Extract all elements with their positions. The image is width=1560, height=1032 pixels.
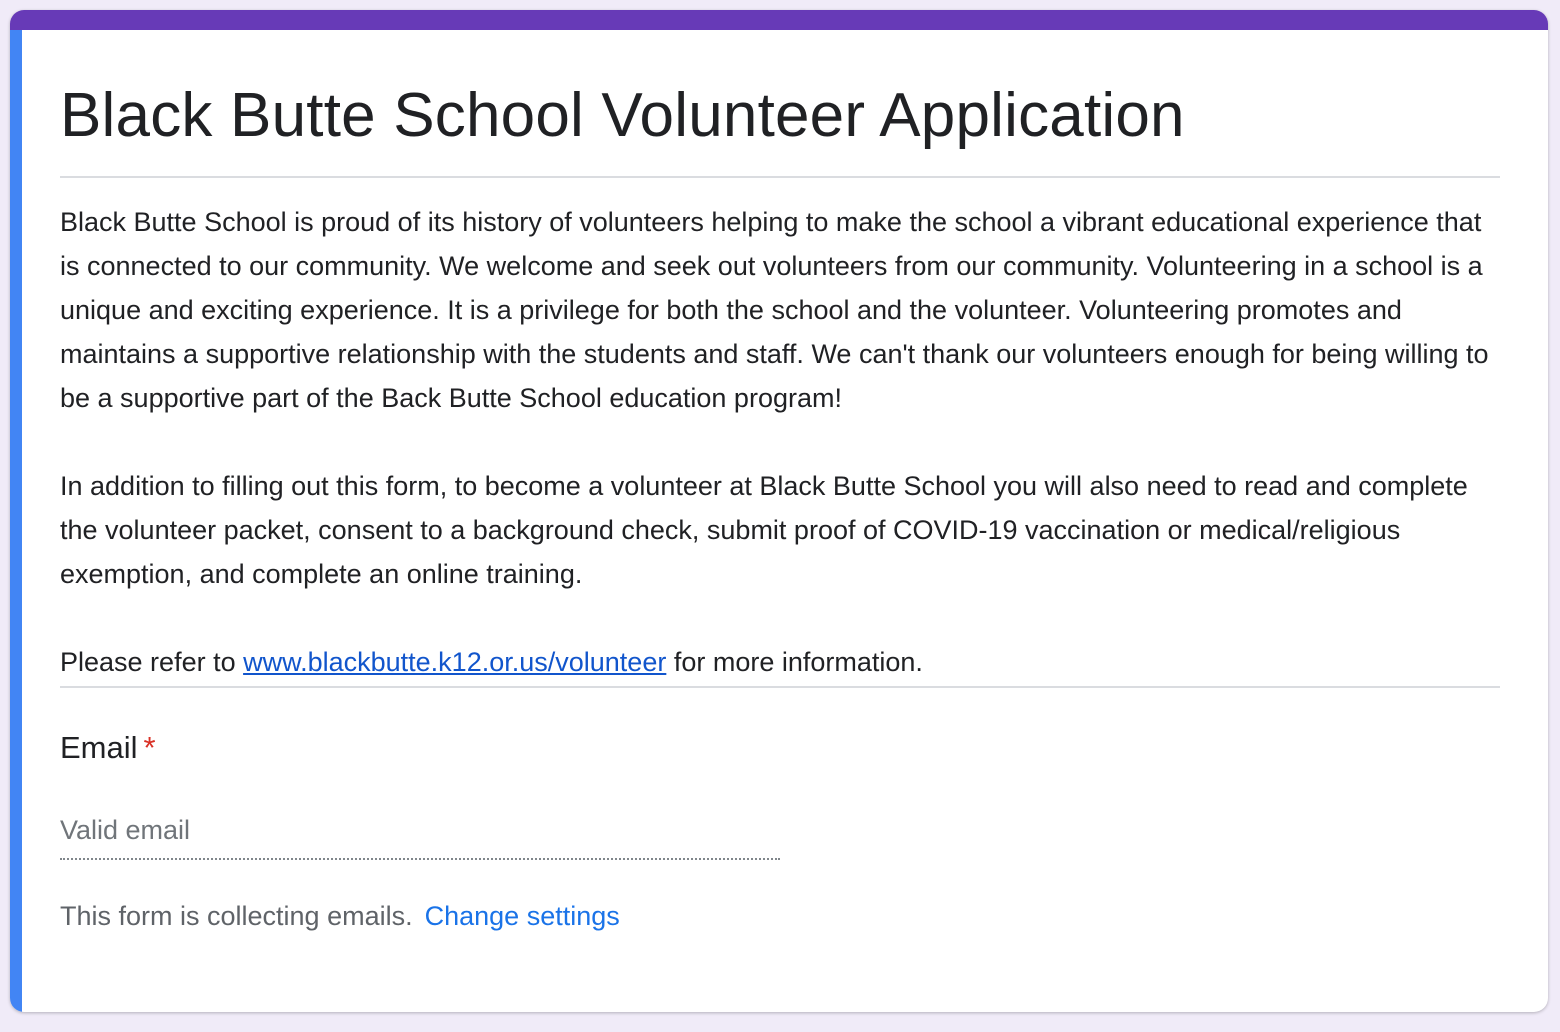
form-header-content (60, 30, 1500, 932)
description-prefix: Please refer to (60, 647, 244, 677)
required-asterisk: * (143, 730, 156, 765)
form-title: Black Butte School Volunteer Application (60, 81, 1185, 150)
email-input[interactable] (60, 814, 780, 860)
email-question-title (60, 728, 1500, 768)
description-paragraph-1: Black Butte School is proud of its history of volunteers helping to make the school a vibrant educational experience that is connected to our community. We welcome and seek out volunteers from our community. Volunteering in a school is a unique and exciting experience. It is a privilege for both the school and the volunteer. Volunteering promotes and maintains a supportive relationship with the students and staff. We can't thank our volunteers enough for being willing to be a supportive part of the Back Butte School education program! (60, 207, 1489, 413)
email-label: Email (60, 730, 138, 765)
title-divider (60, 176, 1500, 178)
description-divider (60, 686, 1500, 688)
focus-indicator-bar (10, 30, 22, 1012)
theme-color-bar (10, 10, 1548, 30)
description-paragraph-2: In addition to filling out this form, to become a volunteer at Black Butte School you will also need to read and complete the volunteer packet, consent to a background check, submit proof of COVID-19 vaccination or medical/religious exemption, and complete an online training. (60, 471, 1468, 589)
collection-notice-text: This form is collecting emails. (60, 901, 413, 931)
form-header-card (10, 10, 1548, 1012)
volunteer-info-link[interactable]: www.blackbutte.k12.or.us/volunteer (243, 647, 667, 677)
email-collection-notice (60, 900, 1500, 932)
description-suffix: for more information. (666, 647, 923, 677)
change-settings-link[interactable]: Change settings (424, 901, 620, 931)
description-paragraph-3 (60, 640, 1500, 684)
form-description (60, 200, 1500, 684)
